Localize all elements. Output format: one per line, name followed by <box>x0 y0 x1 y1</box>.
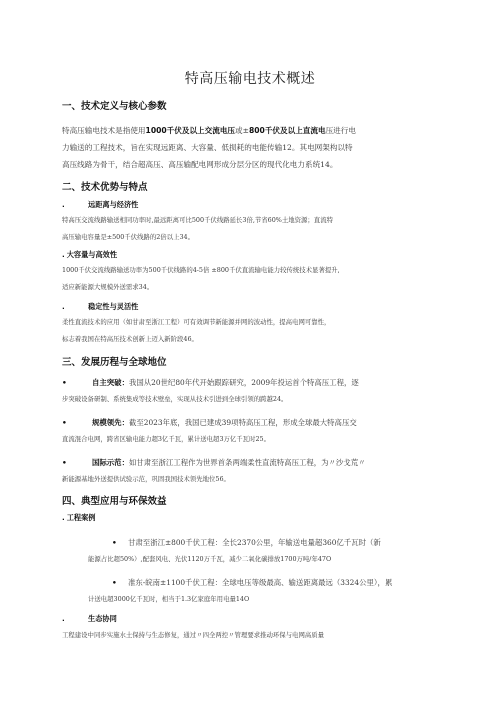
subsection-heading: . 远距离与经济性 <box>62 200 139 209</box>
paragraph-line: 能源占比超50%）,配套风电、光伏1120万千瓦，减少二氧化碳排放1700万吨/年47O <box>88 555 332 563</box>
subsection-heading: . 工程案例 <box>62 513 96 522</box>
subsection-heading: . 大容量与高效性 <box>62 250 118 259</box>
bullet-icon: • <box>112 578 117 587</box>
section-heading-2: 二、技术优势与特点 <box>62 182 148 193</box>
section-heading-3: 三、发展历程与全球地位 <box>62 357 167 368</box>
subsection-heading: . 生态协同 <box>62 614 117 623</box>
paragraph-line: 力输送的工程技术，旨在实现远距离、大容量、低损耗的电能传输12。其电网架构以特 <box>62 143 353 152</box>
list-item: • 自主突破：我国从20世纪80年代开始跟踪研究，2009年投运首个特高压工程，逐 <box>62 374 438 391</box>
list-item: • 国际示范：如甘肃至浙江工程作为世界首条两端柔性直流特高压工程，为〃沙戈荒〃 <box>62 454 438 471</box>
paragraph-line: 直流混合电网，跨省区输电能力超3亿千瓦，累计送电超3万亿千瓦时25。 <box>62 435 270 443</box>
list-item: • 规模领先：截至2023年底，我国已建成39项特高压工程，形成全球最大特高压交 <box>62 414 438 431</box>
bullet-icon: • <box>62 458 67 467</box>
bullet-icon: • <box>62 378 67 387</box>
paragraph-line: 特高压交流线路输送相同功率时,最远距离可比500千伏线路延长3倍,节省60%土地资源；直流特 <box>62 216 333 224</box>
paragraph-line: 步突破设备研制、系统集成等技术壁垒，实现从技术引进到全球引领的跨越24。 <box>62 395 288 403</box>
paragraph-line: 1000千伏交流线路输送功率为500千伏线路的4-5倍 ±800千伏直流输电能力较传统技术显著提升, <box>62 266 340 274</box>
paragraph-line: 适应新能源大规模外送需求34。 <box>62 283 154 291</box>
paragraph-line: 新能源基地外送提供试验示范，巩固我国技术领先地位56。 <box>62 475 230 483</box>
page-title: 特高压输电技术概述 <box>184 71 316 87</box>
bullet-icon: • <box>112 538 117 547</box>
paragraph-line: 特高压输电技术是指使用1000千伏及以上交流电压或±800千伏及以上直流电压进行电 <box>62 126 356 135</box>
list-item: • 准东-皖南±1100千伏工程：全球电压等级最高、输送距离最远（3324公里），累 <box>62 574 438 591</box>
section-heading-4: 四、典型应用与环保效益 <box>62 496 167 507</box>
paragraph-line: 柔性直流技术的应用（如甘肃至浙江工程）可有效调节新能源并网的波动性，提高电网可靠性， <box>62 318 331 326</box>
section-heading-1: 一、技术定义与核心参数 <box>62 101 167 112</box>
paragraph-line: 工程建设中同步实施水土保持与生态修复，通过〃四全两控〃管理要求推动环保与电网高质量 <box>62 631 325 639</box>
subsection-heading: . 稳定性与灵活性 <box>62 302 139 311</box>
bold-text: 1000千伏及以上交流电压 <box>145 126 236 135</box>
paragraph-line: 计送电超3000亿千瓦时，相当于1.3亿家庭年用电量14O <box>88 595 250 603</box>
bold-text: 800千伏及以上直流电 <box>248 126 326 135</box>
bullet-icon: • <box>62 418 67 427</box>
paragraph-line: 标志着我国在特高压技术创新上迈入新阶段46。 <box>62 335 198 343</box>
list-item: • 甘肃至浙江±800千伏工程：全长2370公里，年输送电量超360亿千瓦时（新 <box>62 534 438 551</box>
paragraph-line: 高压输电容量是±500千伏线路的2倍以上34。 <box>62 233 194 241</box>
paragraph-line: 高压线路为骨干，结合超高压、高压输配电网形成分层分区的现代化电力系统14。 <box>62 160 338 169</box>
